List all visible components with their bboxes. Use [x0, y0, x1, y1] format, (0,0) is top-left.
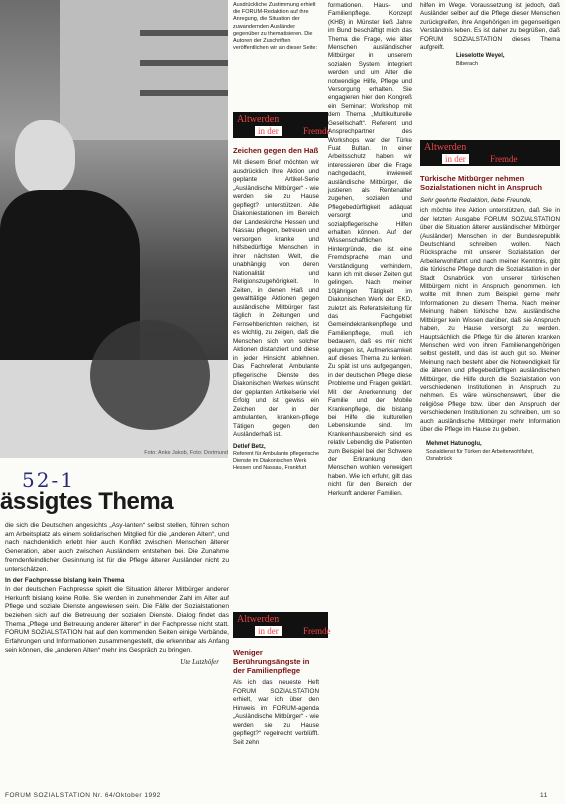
handwritten-mark: 52-1 — [22, 468, 75, 492]
column-2-author-info: Referent für Ambulante pflegerische Dienste im Diakonischen Werk Hessen und Nassau, Frankfurt — [233, 451, 319, 472]
column-4-body-2: ich möchte Ihre Aktion unterstützen, daß Sie in der letzten Ausgabe FORUM SOZIALSTATION über die Situation älterer ausländischer Mitbürger (Ausländer) Menschen in der Bundesrepublik Deutschland schreiben wollen. Nach Rücksprache mit unserer Sozialstation der Arbeiterwohlfahrt und nach meiner Kenntnis, gibt die türkische Pflege durch die Sozialstation in der Stadt Osnabrück von unserer türkischen Mitbürgern nicht in Anspruch genommen. Ich wollte mit Ihnen zum Beispiel gerne mehr Informationen zu diesem Thema. Nach meiner Meinung haben türkische bzw. ausländische Mitbürger kein Wissen darüber, daß sie Anspruch haben, zu Hause versorgt zu werden. Hauptsächlich die Pflege für die älteren kranken Menschen wird von ihren Familienangehörigen selbst gestellt, und das ist auch gut so. Meiner Meinung nach besteht aber die Notwendigkeit für die älteren und pflegebedürftigen ausländischen Mitbürger, die Hilfe durch die Sozialstation von verschiedenen Institutionen in Anspruch zu nehmen. Es wäre wünschenswert, über die religiöse Pflege bzw. über den Anspruch der verschiedenen Institutionen zu schreiben, um so auch ausländische Mitbürger mehr Information über die Pflege im Hause zu geben. — [420, 207, 560, 433]
article-title: ässigtes Thema — [0, 488, 174, 515]
intro-note: Ausdrückliche Zustimmung erhielt die FORUM-Redaktion auf ihre Anregung, die Situation der zuwandernden Ausländer gegenüber zu thematisieren. Die Autoren der Zuschriften veröffentlichen wir an dieser Seite: — [233, 2, 317, 52]
column-2-author: Detlef Betz, — [233, 443, 266, 450]
column-4-author: Lieselotte Weyel, — [456, 53, 505, 60]
column-4-greeting: Sehr geehrte Redaktion, liebe Freunde, — [420, 197, 532, 204]
column-1-body: die sich die Deutschen angesichts „Asy-lanten“ selbst stellen, führen schon am Arbeitsplatz als einem solidarischen Mitglied für die „anderen Alten“, und nach nachdenklich erlebt hier auch Konflikt zwischen Menschen älterer Generation, aber auch zwischen Ausländern entstehen bei. Die Zunahme fremdenfeindlicher Gesinnung ist für die Pflege älterer Ausländer nicht zu unterschätzen. — [5, 522, 229, 573]
column-1-heading: In der Fachpresse bislang kein Thema — [5, 577, 125, 585]
column-2-body-2: Als ich das neueste Heft FORUM SOZIALSTATION erhielt, war ich über den Hinweis im FORUM-agenda „Ausländische Mitbürger“ - wie werden sie zu Hause gepflegt?“ regelrecht verblüfft. Seit zehn — [233, 679, 319, 746]
column-2-body: Mit diesem Brief möchten wir ausdrücklich Ihre Aktion und geplante Artikel-Serie „Ausländische Mitbürger“ - wie werden sie zu Hause gepflegt? unterstützen. Alle Diakoniestationen im Bereich der Landeskirche Hessen und Nassau pflegen, betreuen und versorgen kranke und hilfsbedürftige Menschen in ihrer nächsten Welt, die unabhängig von deren Nationalität und Religionszugehörigkeit. In Zeiten, in denen Haß und gewalttätige Aktionen gegen ausländische Mitbürger fast täglich in Zeitungen und Fernsehberichten reichen, ist es wichtig, zu zeigen, daß die Menschen sich von solcher Aktionen distanziert und diese in jeder Hinsicht ablehnen. Das Fachreferat Ambulante pflegerische Dienste des Diakonischen Werkes wünscht der geplanten Artikelserie viel Erfolg und ist gewiss ein Zeichen der in der ambulanten, kranken-pflege Tätigen gegen den Ausländerhaß ist. — [233, 159, 319, 438]
column-4-author-2-info: Sozialdienst für Türken der Arbeiterwohlfahrt, Osnabrück — [426, 449, 534, 463]
column-2-heading: Zeichen gegen den Haß — [233, 146, 319, 155]
photo-credit: Foto: Anke Jakob, Foto: Dortmund — [144, 450, 228, 456]
column-1-signature: Ute Lutzhöfer — [180, 657, 219, 666]
column-1-text — [5, 522, 229, 666]
column-4-author-info: Biberach — [456, 61, 479, 68]
portrait-photo — [0, 0, 228, 458]
page-number: 11 — [540, 792, 548, 799]
column-2-heading-2: Weniger Berührungsängste in der Familienpflege — [233, 648, 310, 675]
column-4-section — [420, 174, 560, 463]
column-3-body: formationen. Haus- und Familienpflege. Konzept (KHB) in Münster ließ Jahre im Bund beschäftigt mich das Thema die Frage, wie älter Menschen ausländischer Mitbürger in unserem sozialen System integriert werden und um Alter die notwendige Hilfe, Pflege und Versorgung erhalten. Sie engagieren hier den Kongreß ein Seminar: Workshop mit dem Thema „Multikulturelle Gesellschaft“. Referent und Ansprechpartner des Workshops war der Türke Fuat Bultan. In einer Arbeitsschutz haben wir interessieren über die Frage nachgedacht, inwieweit ausländische Mitbürger, die justieren als Rentenalter zugehen, sozialen und Pflegebedürftigkeit adäquat versorgt und sozialpflegerische Hilfen erhalten können. Auf der Wissenschaftlichen Hintergründe, die ist eine Fremdsprache man und Verständigung verhindern, kann ich mit dieser Zeiten gut gelingen. Nach meiner 10jährigen Tätigkeit im Diakonischen Werk der EKD, zuletzt als Referatsleitung für das Fachgebiet Gemeindekrankenpflege und Familienpflege, muß ich bedauern, daß es mir nicht gelungen ist, Aufmerksamkeit auf dieses Thema zu lenken. Zu spät ist uns aufgegangen, in der deutschen Pflege diese Probleme und Fragen geklärt. Mit der Anerkennung der Familie und der Mobile Krankenpflege, die bislang bei Hilfe die kulturellen Lebenskunde sind. Im Krankenhausbereich sind es relativ Lebendig die Patienten zum Beispiel bei der Schwere der Erkrankung den Menschen wohlen verweigert haben. Wie ich erfuhr, gilt das nicht für den Bereich der Herkunft anderer Familien. — [328, 2, 412, 497]
column-2-section-2 — [233, 648, 319, 747]
column-4-top — [420, 2, 560, 69]
column-1-body-2: In der deutschen Fachpresse spielt die Situation älterer Mitbürger anderer Herkunft bislang keine Rolle. Sie werden in zunehmender Zahl im Alter auf Pflege und soziale Dienste angewiesen sein. Die Fälle der Sozialstationen beziehen sich auf die Betreuung der sozialen Dienste. Dialog findet das Thema „Pflege und Betreuung anderer älterer“ in der Fachpresse nicht statt. FORUM SOZIALSTATION hat auf den kommenden Seiten einige Verbände, Erfahrungen und Informationen zusammengestellt, die erkennbar als Anfang sein können, die „anderen Alten“ mehr ins Gespräch zu bringen. — [5, 585, 229, 654]
altwerden-badge-1: Altwerden in der Fremde — [233, 112, 328, 138]
column-4-author-2: Mehmet Hatunoglu, — [426, 441, 482, 448]
column-4-heading: Türkische Mitbürger nehmen Sozialstationen nicht in Anspruch — [420, 174, 543, 192]
column-2-text — [233, 146, 319, 472]
column-4-body: hilfen im Wege. Voraussetzung ist jedoch, daß Ausländer selber auf die Pflege dieser Menschen zurückgreifen, ihre Angehörigen im gegenseitigen Verständnis leben. Es ist daher zu begrüßen, daß FORUM SOZIALSTATION dieses Thema aufgreift. — [420, 2, 560, 52]
altwerden-badge-3: Altwerden in der Fremde — [420, 140, 560, 166]
altwerden-badge-2: Altwerden in der Fremde — [233, 612, 328, 638]
footer-publication: FORUM SOZIALSTATION Nr. 64/Oktober 1992 — [5, 792, 161, 799]
